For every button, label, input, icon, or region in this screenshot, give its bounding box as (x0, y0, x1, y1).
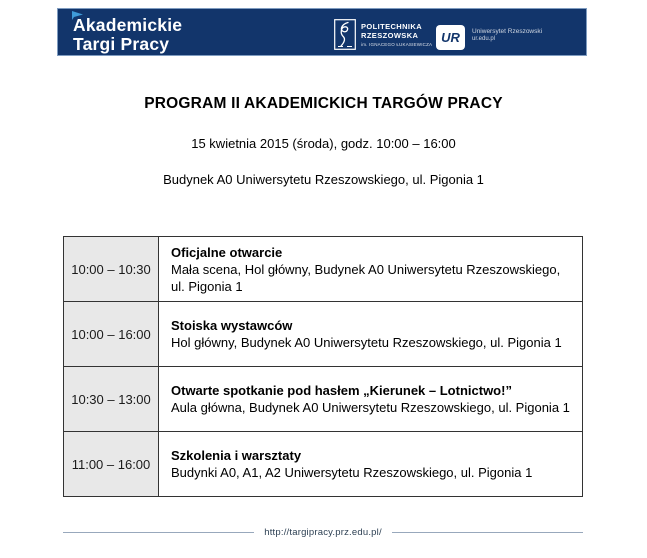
footer-url[interactable]: http://targipracy.prz.edu.pl/ (264, 527, 382, 538)
schedule-row-2 (64, 302, 583, 367)
time-cell: 10:00 – 16:00 (64, 302, 159, 367)
schedule-row-4 (64, 432, 583, 497)
page-footer (63, 527, 583, 538)
ur-name: Uniwersytet Rzeszowski (472, 28, 543, 35)
event-cell (159, 432, 583, 497)
footer-rule-right (392, 532, 583, 533)
prz-subtitle: im. IGNACEGO ŁUKASIEWICZA (361, 41, 433, 47)
flag-icon (72, 11, 83, 20)
event-cell (159, 302, 583, 367)
schedule-row-3 (64, 367, 583, 432)
ur-monogram-text: UR (441, 30, 460, 45)
politechnika-rzeszowska-logo (334, 19, 432, 50)
ur-logo-text (472, 25, 542, 50)
prz-logo-text (361, 19, 432, 50)
event-title: Szkolenia i warsztaty (171, 448, 302, 463)
brand-line2: Targi Pracy (73, 34, 170, 54)
page-title: PROGRAM II AKADEMICKICH TARGÓW PRACY (144, 95, 503, 112)
event-details: Budynki A0, A1, A2 Uniwersytetu Rzeszowskiego, ul. Pigonia 1 (171, 465, 533, 480)
brand-logo (73, 16, 182, 54)
event-location: Budynek A0 Uniwersytetu Rzeszowskiego, ul. Pigonia 1 (163, 172, 484, 187)
ur-monogram-icon (436, 25, 465, 50)
event-banner (57, 8, 587, 56)
time-cell: 11:00 – 16:00 (64, 432, 159, 497)
event-cell (159, 367, 583, 432)
event-title: Stoiska wystawców (171, 318, 293, 333)
event-title: Otwarte spotkanie pod hasłem „Kierunek – Lotnictwo!” (171, 383, 512, 398)
uniwersytet-rzeszowski-logo (436, 25, 542, 50)
time-cell: 10:30 – 13:00 (64, 367, 159, 432)
prz-name-line1: POLITECHNIKA (361, 22, 423, 31)
footer-rule-left (63, 532, 254, 533)
event-title: Oficjalne otwarcie (171, 244, 283, 260)
event-details: Mała scena, Hol główny, Budynek A0 Uniwersytetu Rzeszowskiego, ul. Pigonia 1 (171, 261, 561, 294)
event-cell (159, 237, 583, 302)
prz-crest-icon (334, 19, 356, 50)
ur-url: ur.edu.pl (472, 36, 496, 42)
time-cell: 10:00 – 10:30 (64, 237, 159, 302)
event-details: Hol główny, Budynek A0 Uniwersytetu Rzeszowskiego, ul. Pigonia 1 (171, 335, 562, 350)
schedule-table (63, 236, 583, 497)
schedule-row-1 (64, 237, 583, 302)
event-datetime: 15 kwietnia 2015 (środa), godz. 10:00 – 16:00 (191, 136, 456, 151)
prz-name-line2: RZESZOWSKA (361, 30, 419, 40)
event-details: Aula główna, Budynek A0 Uniwersytetu Rzeszowskiego, ul. Pigonia 1 (171, 400, 570, 415)
brand-line1: Akademickie (73, 15, 183, 35)
